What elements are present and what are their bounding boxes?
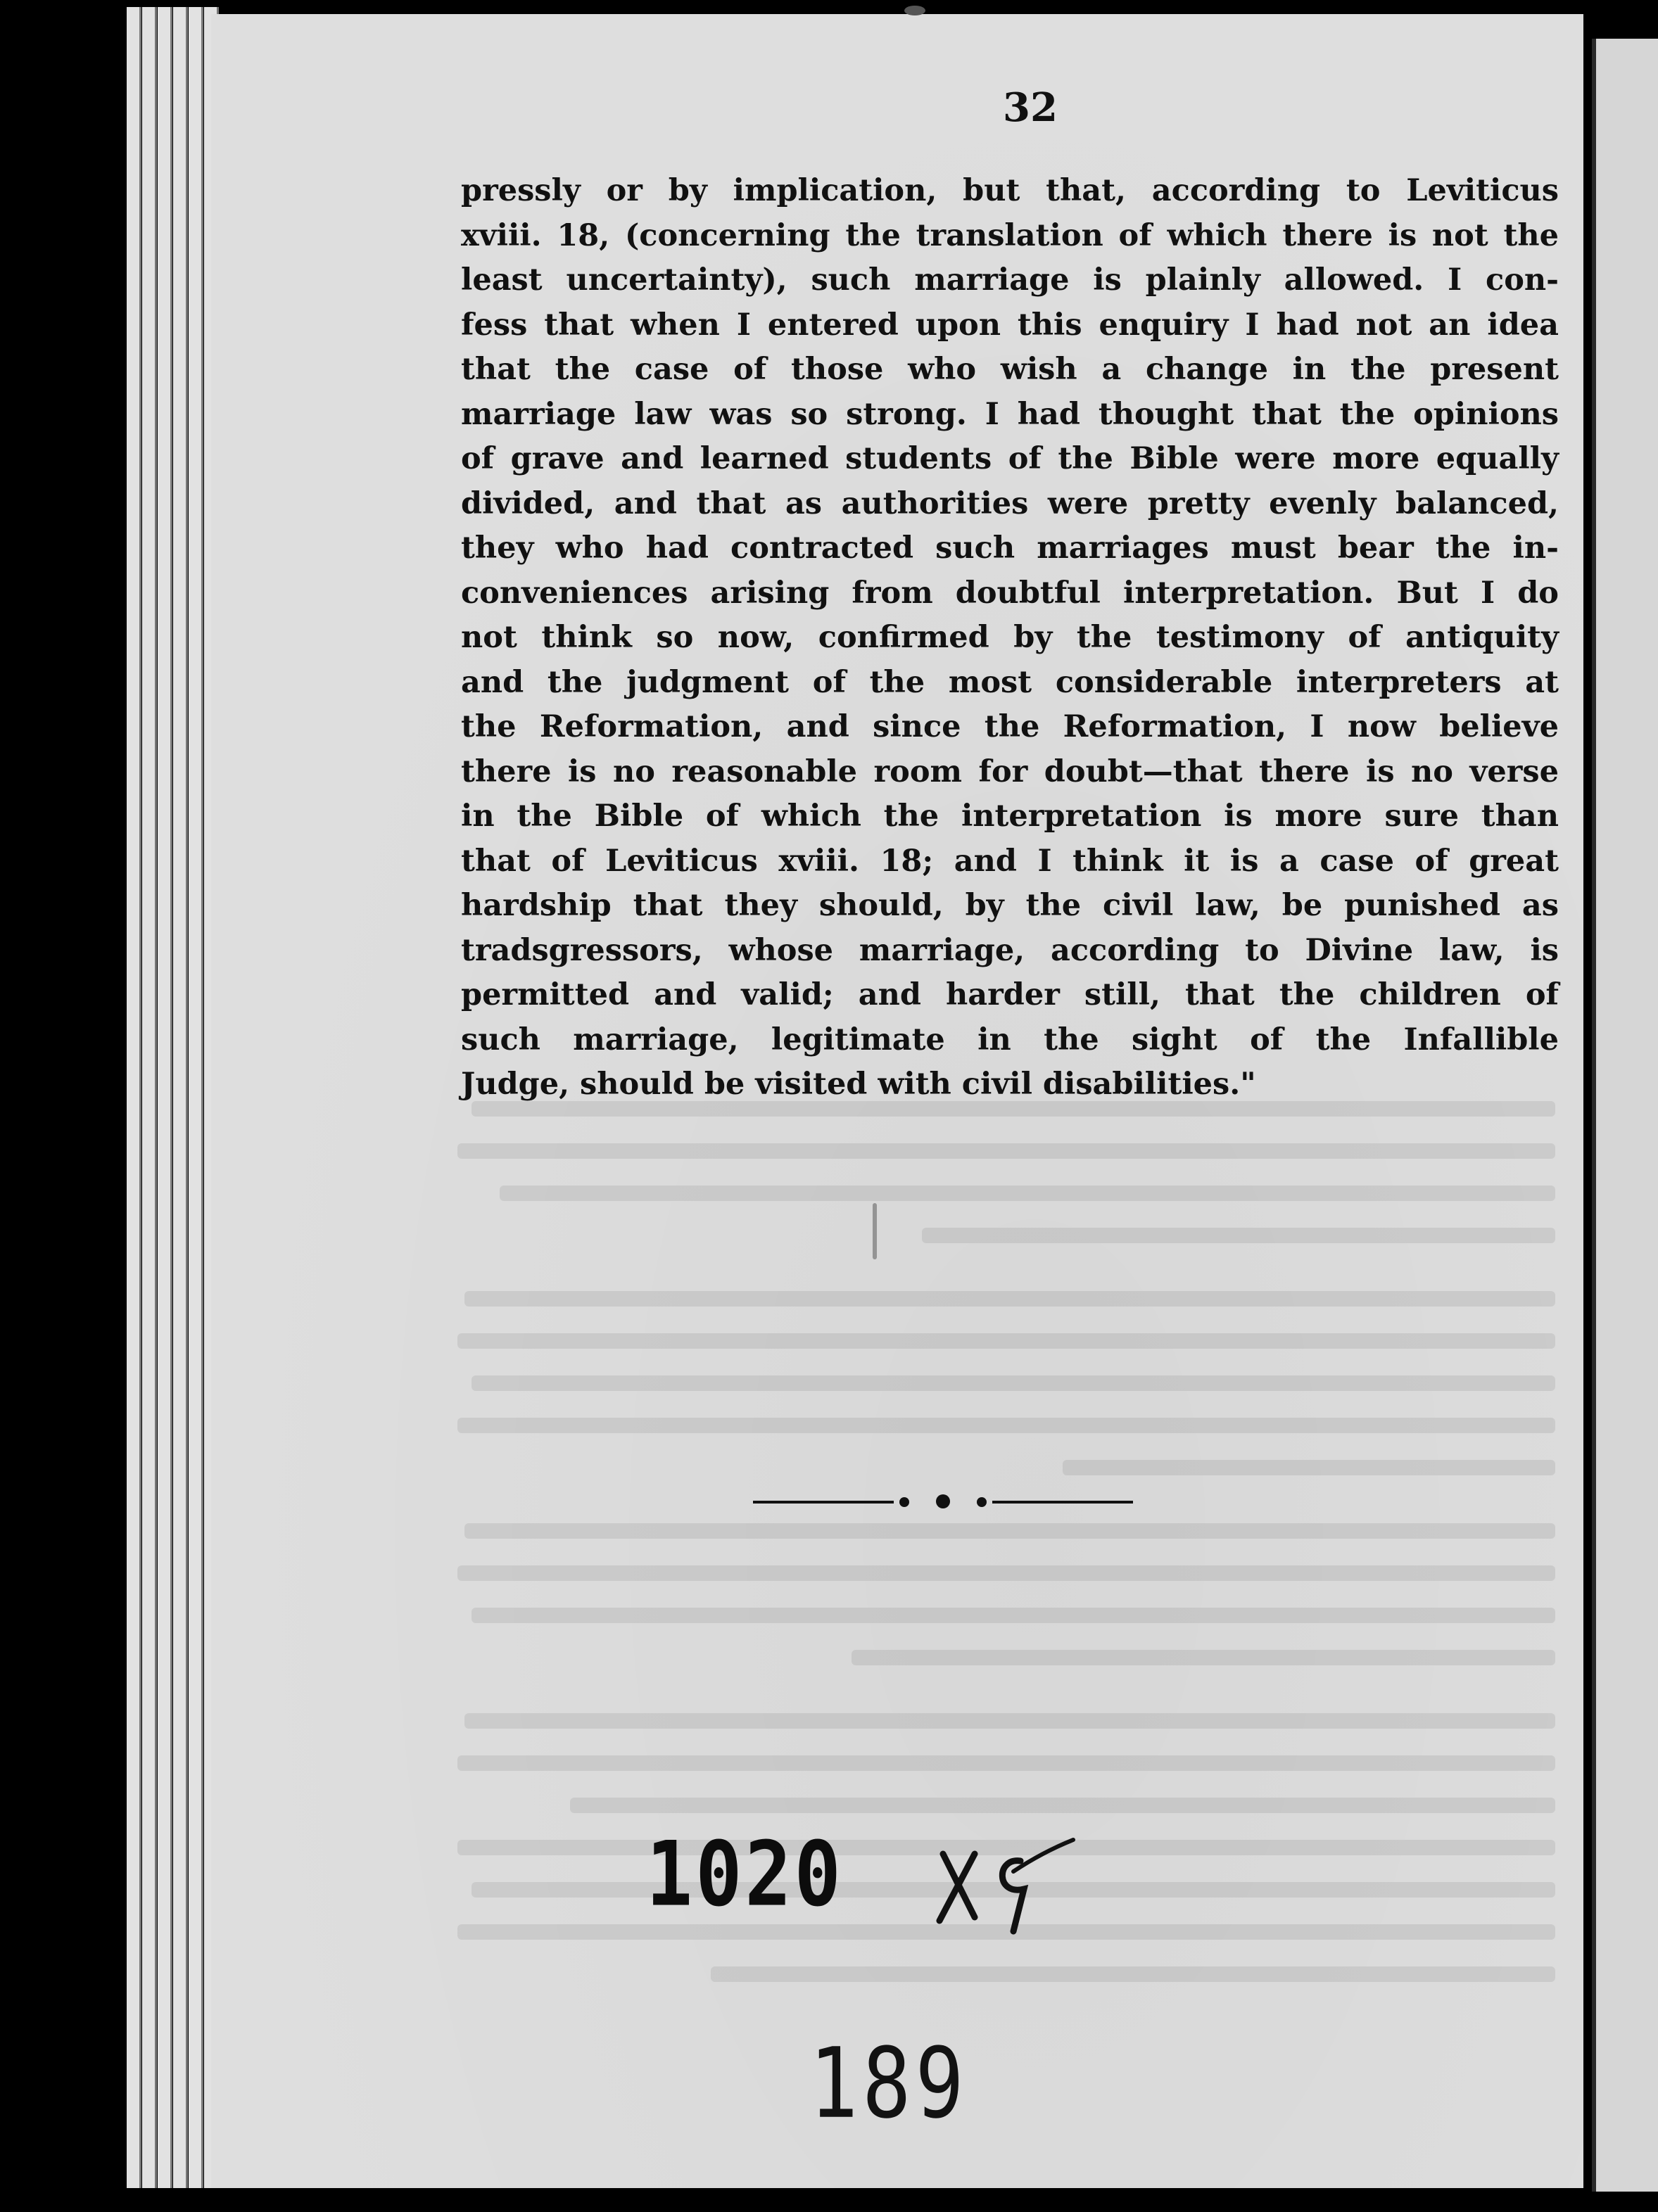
text-line: there is no reasonable room for doubt—that there is no verse — [461, 754, 1559, 789]
text-line: fess that when I entered upon this enquiry I had not an idea — [461, 307, 1559, 343]
handwritten-catalog-mark — [936, 1833, 1077, 1938]
paper-speck — [873, 1203, 877, 1259]
paper-speck — [904, 6, 925, 15]
text-line: of grave and learned students of the Bible were more equally — [461, 441, 1559, 476]
text-line: in the Bible of which the interpretation is more sure than — [461, 799, 1559, 834]
text-line: conveniences arising from doubtful interpretation. But I do — [461, 575, 1559, 611]
text-line: pressly or by implication, but that, according to Leviticus — [461, 173, 1559, 208]
body-text — [461, 169, 1559, 1107]
text-line: hardship that they should, by the civil law, be punished as — [461, 888, 1559, 923]
text-line: tradsgressors, whose marriage, according to Divine law, is — [461, 932, 1559, 968]
page-number: 32 — [1003, 84, 1058, 131]
text-line: that of Leviticus xviii. 18; and I think it is a case of great — [461, 843, 1559, 879]
show-through-texture — [450, 1101, 1555, 2086]
catalog-stamp-number: 1020 — [646, 1822, 844, 1926]
archive-stamp-number: 189 — [809, 2027, 968, 2141]
text-line: that the case of those who wish a change in the present — [461, 352, 1559, 387]
text-line: marriage law was so strong. I had thought that the opinions — [461, 396, 1559, 432]
text-line: least uncertainty), such marriage is plainly allowed. I con- — [461, 262, 1559, 298]
text-line: xviii. 18, (concerning the translation of which there is not the — [461, 217, 1559, 253]
text-line: they who had contracted such marriages must bear the in- — [461, 530, 1559, 566]
text-line: divided, and that as authorities were pretty evenly balanced, — [461, 485, 1559, 521]
text-line: the Reformation, and since the Reformation, I now believe — [461, 709, 1559, 744]
text-line: and the judgment of the most considerable interpreters at — [461, 664, 1559, 700]
text-line: permitted and valid; and harder still, that the children of — [461, 977, 1559, 1012]
facing-page-edge — [1592, 39, 1658, 2192]
text-line: not think so now, confirmed by the testimony of antiquity — [461, 620, 1559, 655]
section-divider-ornament — [753, 1492, 1133, 1513]
text-line: Judge, should be visited with civil disabilities." — [461, 1067, 1256, 1102]
text-line: such marriage, legitimate in the sight of the Infallible — [461, 1022, 1559, 1057]
